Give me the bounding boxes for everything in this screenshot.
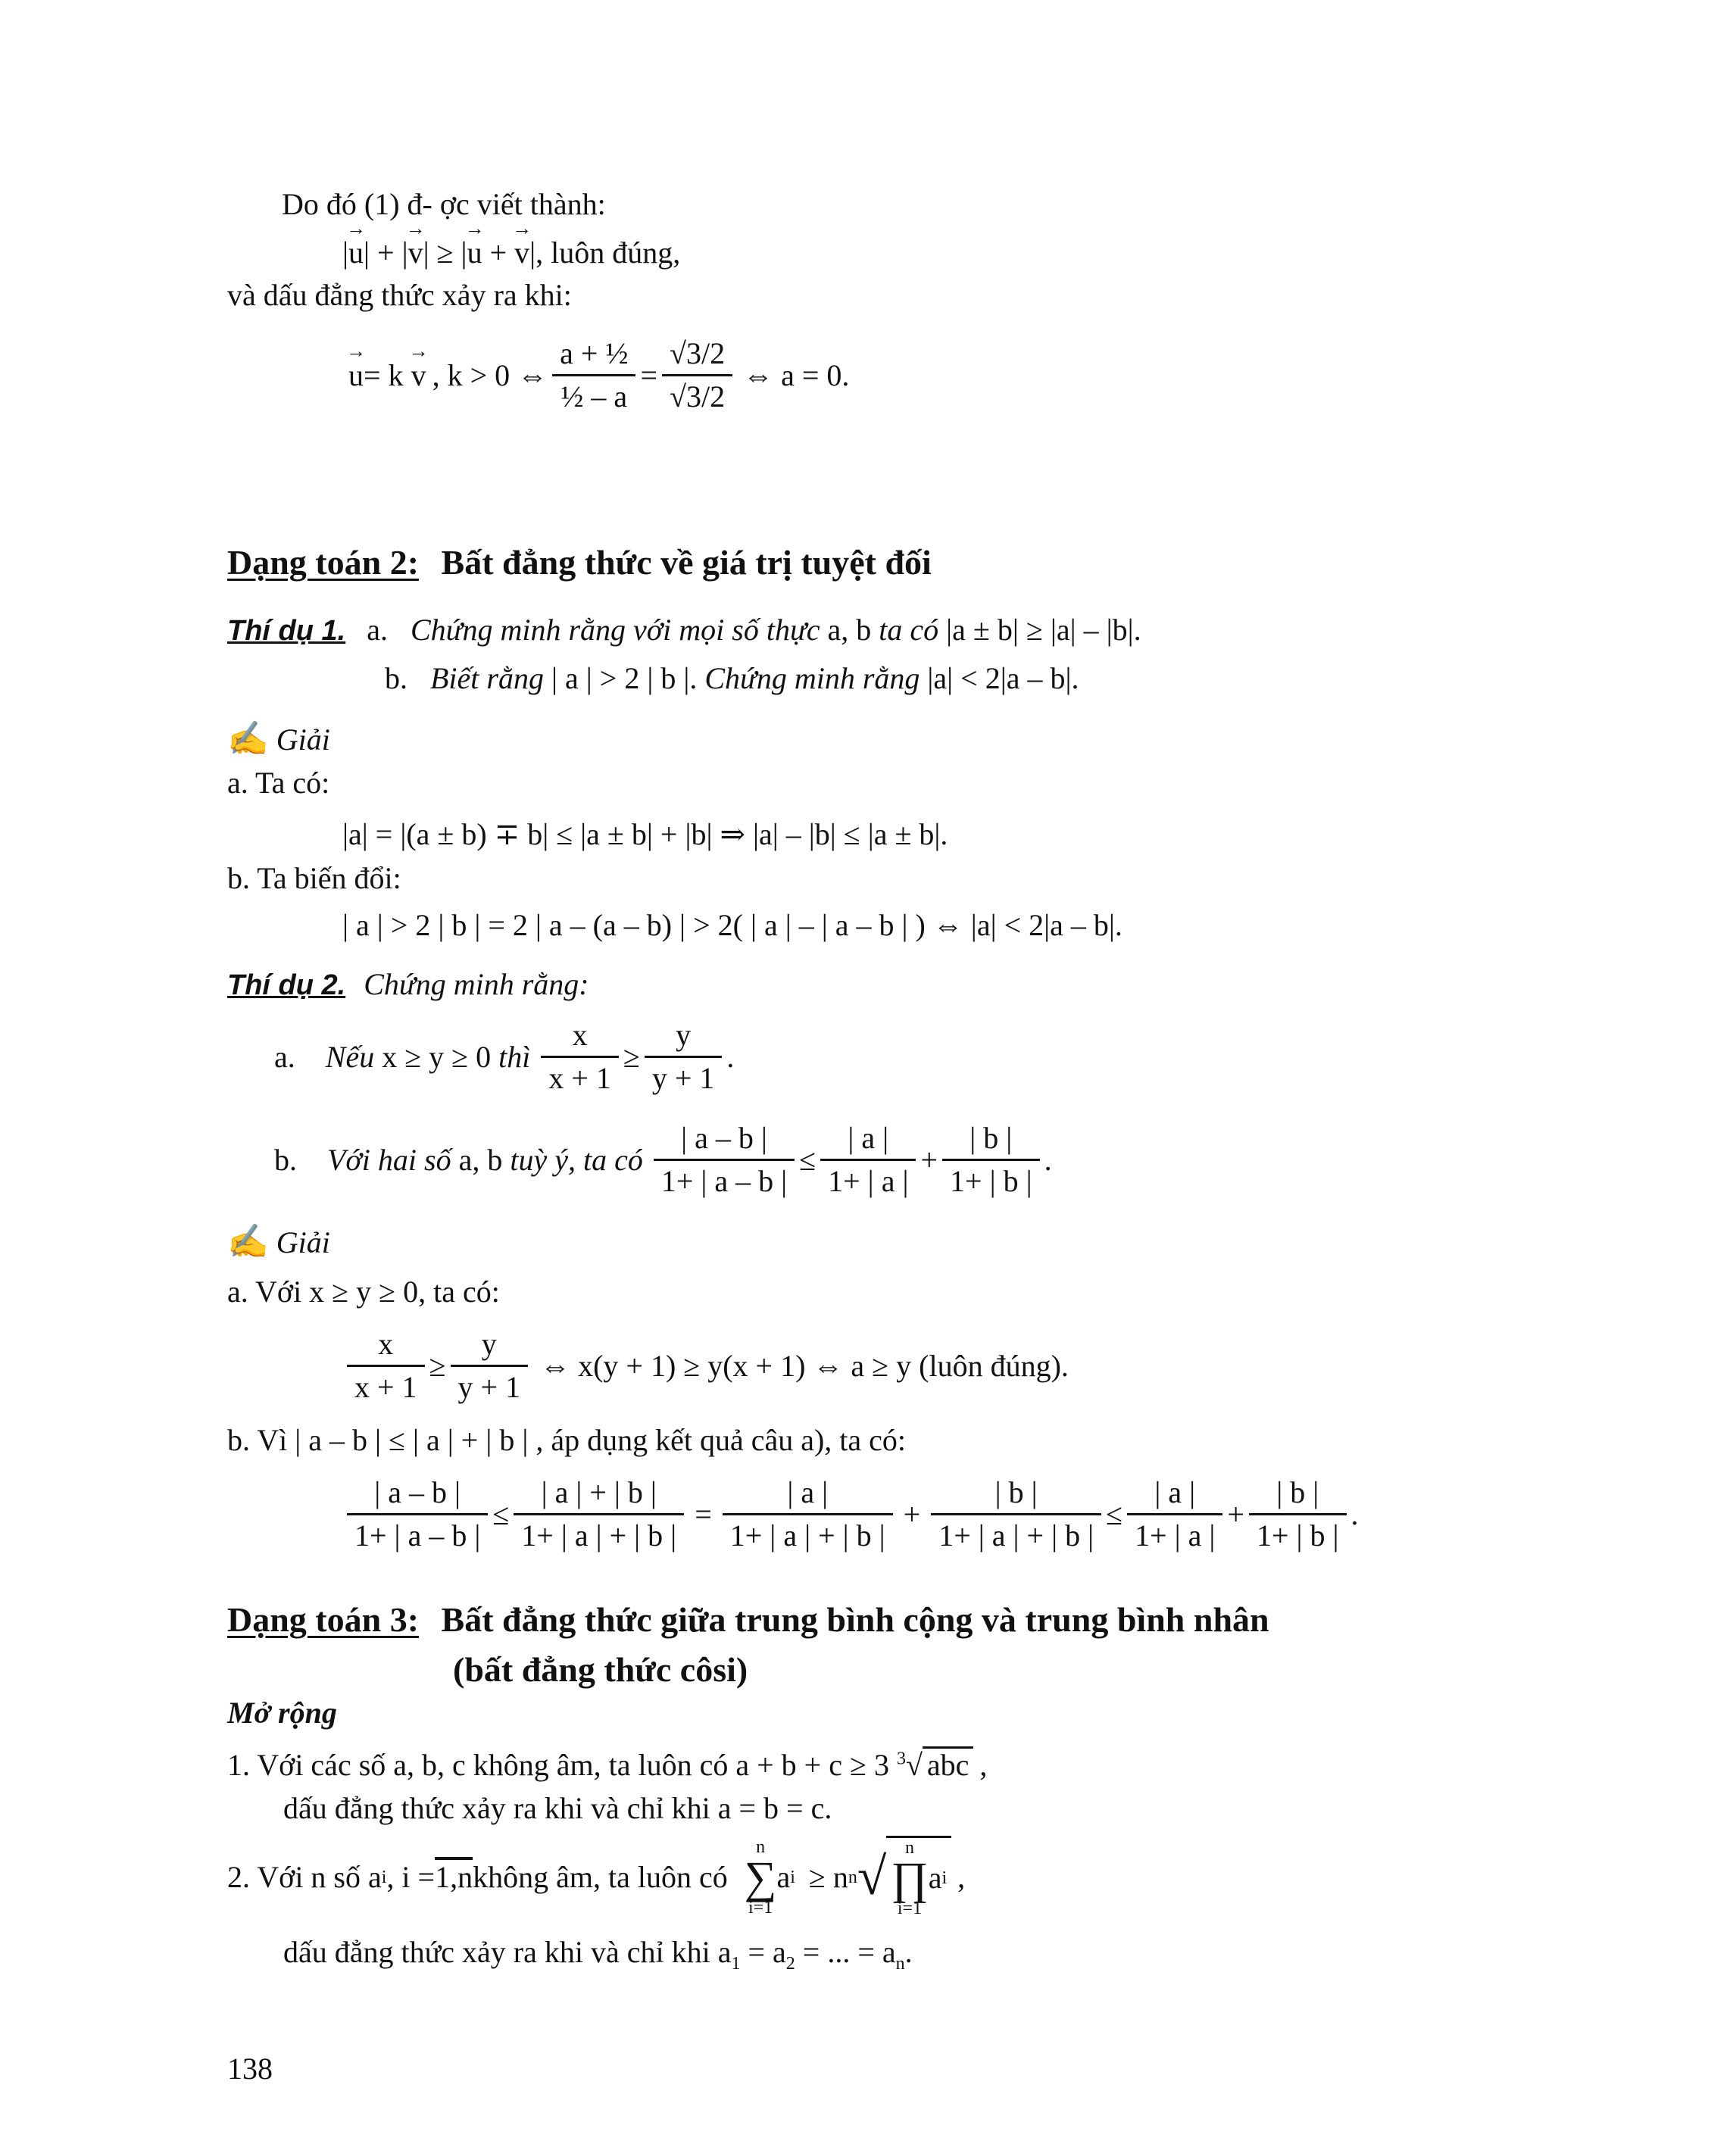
math-text: ≥ [623, 1039, 640, 1074]
math-text: + [903, 1496, 921, 1531]
fraction-denominator: 1+ | b | [950, 1164, 1032, 1198]
fraction-denominator: 1+ | a | [828, 1164, 909, 1198]
fraction-denominator: 1+ | b | [1256, 1518, 1339, 1553]
italic-text: tuỳ ý, ta có [510, 1142, 643, 1177]
upper-limit: n [756, 1836, 766, 1857]
math-text: , i = [386, 1859, 436, 1894]
math-text: a, b [451, 1142, 510, 1177]
example-label: Thí dụ 1. [227, 615, 346, 647]
vector-inequality [342, 236, 680, 270]
section-heading [227, 544, 932, 582]
fraction-numerator: | b | [942, 1118, 1040, 1161]
fraction-denominator: √3/2 [670, 379, 726, 413]
math-text: ≤ [1106, 1496, 1123, 1531]
section-label: Dạng toán 3: [227, 1600, 420, 1639]
subscript: n [895, 1954, 905, 1974]
item-number: a. [274, 1039, 295, 1074]
example-label: Thí dụ 2. [227, 969, 346, 1001]
fraction-denominator: 1+ | a | [1135, 1518, 1216, 1553]
math-text: + [482, 236, 515, 270]
fraction-numerator: | a | [820, 1118, 916, 1161]
math-text: ⇔ x(y + 1) ≥ y(x + 1) ⇔ a ≥ y (luôn đúng). [540, 1348, 1069, 1383]
radical-sign: √ [857, 1847, 887, 1906]
math-text: a, b [820, 613, 879, 647]
math-text: | a | > 2 | b |. [543, 661, 705, 695]
fraction-numerator: y [451, 1324, 529, 1367]
root-index: 3 [896, 1749, 906, 1769]
math-text: x ≥ y ≥ 0 [374, 1039, 499, 1074]
example-1-a [227, 613, 1141, 648]
fraction [541, 1015, 619, 1099]
math-text: , k > 0 ⇔ [432, 357, 548, 392]
radicand: abc [923, 1746, 974, 1782]
vector-v: → v [408, 236, 423, 270]
fraction [1127, 1472, 1222, 1556]
product-operator [891, 1838, 928, 1919]
text-line: b. Ta biến đổi: [227, 861, 401, 895]
math-line: | a | > 2 | b | = 2 | a – (a – b) | > 2( | a | – | a – b | ) ⇔ |a| < 2|a – b|. [342, 908, 1122, 942]
fraction [1249, 1472, 1347, 1556]
vector-v: → v [514, 236, 529, 270]
vector-v: → v [411, 359, 426, 392]
math-text: ≤ [799, 1142, 816, 1177]
item-number: a. [367, 613, 388, 647]
math-text: . [726, 1039, 735, 1074]
math-text: , [957, 1859, 966, 1894]
solution-label: Giải [276, 1225, 330, 1259]
solution-2b-math [342, 1472, 1359, 1556]
example-2-heading [227, 968, 589, 1002]
math-text: ≤ [492, 1496, 510, 1531]
math-text: . [904, 1935, 913, 1969]
text-line: a. Ta có: [227, 766, 330, 800]
fraction [451, 1324, 529, 1408]
fraction [347, 1472, 488, 1556]
fraction-denominator: 1+ | a – b | [354, 1518, 481, 1553]
italic-text: thì [498, 1039, 531, 1074]
text-line: dấu đẳng thức xảy ra khi và chỉ khi a = b = c. [283, 1791, 832, 1825]
math-text: = ... = a [795, 1935, 896, 1969]
math-text: |a| < 2|a – b|. [920, 661, 1079, 695]
lower-limit: i=1 [897, 1899, 923, 1919]
subscript: i [381, 1867, 387, 1887]
math-text: ⇔ a = 0. [743, 357, 850, 392]
text-line: và dấu đẳng thức xảy ra khi: [227, 278, 572, 312]
fraction-numerator: x [347, 1324, 425, 1367]
index-range: 1,n [435, 1859, 473, 1894]
math-text: ≥ n [808, 1859, 848, 1894]
fraction [723, 1472, 893, 1556]
subscript: i [790, 1867, 795, 1887]
fraction [654, 1118, 795, 1202]
italic-text: ta có [879, 613, 939, 647]
solution-heading [227, 721, 330, 757]
vector-u: → u [348, 359, 364, 392]
fraction [645, 1015, 723, 1099]
fraction [514, 1472, 684, 1556]
equality-condition [348, 333, 849, 417]
math-text: . [1044, 1142, 1052, 1177]
fraction [552, 333, 635, 417]
fraction-numerator: | a | [723, 1472, 893, 1515]
solution-label: Giải [276, 722, 330, 757]
italic-text: Với hai số [327, 1142, 451, 1177]
math-text: = a [740, 1935, 786, 1969]
math-text: |, luôn đúng, [529, 236, 681, 270]
italic-text: Biết rằng [430, 661, 544, 695]
italic-text: Nếu [325, 1039, 375, 1074]
subscript: 2 [785, 1954, 795, 1974]
fraction-numerator: | b | [931, 1472, 1101, 1515]
fraction-denominator: 1+ | a | + | b | [729, 1518, 885, 1553]
radicand [886, 1836, 951, 1919]
text-line: dấu đẳng thức xảy ra khi và chỉ khi a [283, 1935, 732, 1969]
vector-u: → u [467, 236, 482, 270]
extension-1 [227, 1746, 987, 1782]
text-line: a. Với x ≥ y ≥ 0, ta có: [227, 1275, 500, 1309]
root-index: n [848, 1867, 857, 1887]
math-text: | ≥ | [423, 236, 467, 270]
fraction-numerator: | a | [1127, 1472, 1222, 1515]
fraction-denominator: 1+ | a | + | b | [521, 1518, 677, 1553]
subheading: Mở rộng [227, 1696, 337, 1730]
solution-heading [227, 1224, 330, 1260]
fraction-numerator: √3/2 [662, 333, 732, 376]
sigma-symbol: ∑ [744, 1852, 777, 1902]
math-text: a [928, 1861, 942, 1896]
example-2-a [274, 1015, 734, 1099]
fraction [931, 1472, 1101, 1556]
subscript: 1 [731, 1954, 741, 1974]
section-heading [227, 1601, 1269, 1640]
fraction-numerator: y [645, 1015, 723, 1058]
example-1-b [385, 662, 1079, 695]
text-line: 2. Với n số a [227, 1859, 382, 1894]
writing-hand-icon: ✍ [227, 1223, 269, 1260]
text-line: Do đó (1) đ- ợc viết thành: [282, 187, 606, 221]
italic-text: Chứng minh rằng [704, 661, 920, 695]
vector-u: → u [348, 236, 364, 270]
example-2-b [274, 1118, 1052, 1202]
math-text: | [342, 236, 349, 270]
math-text: , [979, 1748, 988, 1782]
lower-limit: i=1 [748, 1897, 773, 1918]
subscript: i [941, 1868, 948, 1889]
fraction-numerator: a + ½ [552, 333, 635, 376]
fraction [820, 1118, 916, 1202]
fraction-denominator: 1+ | a – b | [660, 1164, 788, 1198]
text-line: 1. Với các số a, b, c không âm, ta luôn có a + b + c ≥ 3 [227, 1748, 889, 1782]
item-number: b. [274, 1142, 297, 1177]
fraction-numerator: | b | [1249, 1472, 1347, 1515]
fraction-denominator: y + 1 [651, 1061, 715, 1095]
text-line: b. Vì | a – b | ≤ | a | + | b | , áp dụng kết quả câu a), ta có: [227, 1423, 907, 1457]
page-number: 138 [227, 2052, 273, 2086]
fraction-denominator: ½ – a [560, 379, 628, 413]
section-title: Bất đẳng thức giữa trung bình cộng và trung bình nhân [441, 1600, 1269, 1639]
section-title: Bất đẳng thức về giá trị tuyệt đối [441, 543, 932, 582]
fraction-denominator: 1+ | a | + | b | [938, 1518, 1094, 1553]
equality-case [283, 1936, 913, 1974]
math-text: | + | [364, 236, 408, 270]
math-text: = k [364, 357, 404, 392]
pi-symbol: ∏ [891, 1853, 929, 1904]
math-text: + [1227, 1496, 1244, 1531]
fraction-numerator: | a – b | [654, 1118, 795, 1161]
math-text: |a ± b| ≥ |a| – |b|. [938, 613, 1141, 647]
math-text: = [640, 357, 657, 392]
text-line: không âm, ta luôn có [473, 1859, 728, 1894]
sum-operator [745, 1837, 777, 1918]
fraction [942, 1118, 1040, 1202]
fraction-numerator: | a | + | b | [514, 1472, 684, 1515]
fraction-numerator: | a – b | [347, 1472, 488, 1515]
math-text: + [920, 1142, 938, 1177]
math-text: . [1350, 1496, 1359, 1531]
item-number: b. [385, 661, 407, 695]
radical-sign: √ [905, 1748, 923, 1782]
math-text: ≥ [429, 1348, 446, 1383]
italic-text: Chứng minh rằng: [364, 967, 589, 1001]
fraction [662, 333, 732, 417]
math-text: = [695, 1496, 712, 1531]
math-text: a [776, 1859, 791, 1894]
section-label: Dạng toán 2: [227, 543, 420, 582]
math-line: |a| = |(a ± b) ∓ b| ≤ |a ± b| + |b| ⇒ |a| – |b| ≤ |a ± b|. [342, 817, 948, 851]
fraction-numerator: x [541, 1015, 619, 1058]
extension-2 [227, 1836, 965, 1919]
writing-hand-icon: ✍ [227, 720, 269, 757]
fraction [347, 1324, 425, 1408]
italic-text: Chứng minh rằng với mọi số thực [410, 613, 820, 647]
fraction-denominator: x + 1 [548, 1061, 611, 1095]
fraction-denominator: y + 1 [457, 1370, 521, 1404]
section-title-line-2: (bất đẳng thức côsi) [453, 1650, 748, 1689]
fraction-denominator: x + 1 [354, 1370, 417, 1404]
solution-2a-math [342, 1324, 1069, 1408]
upper-limit: n [905, 1838, 914, 1858]
